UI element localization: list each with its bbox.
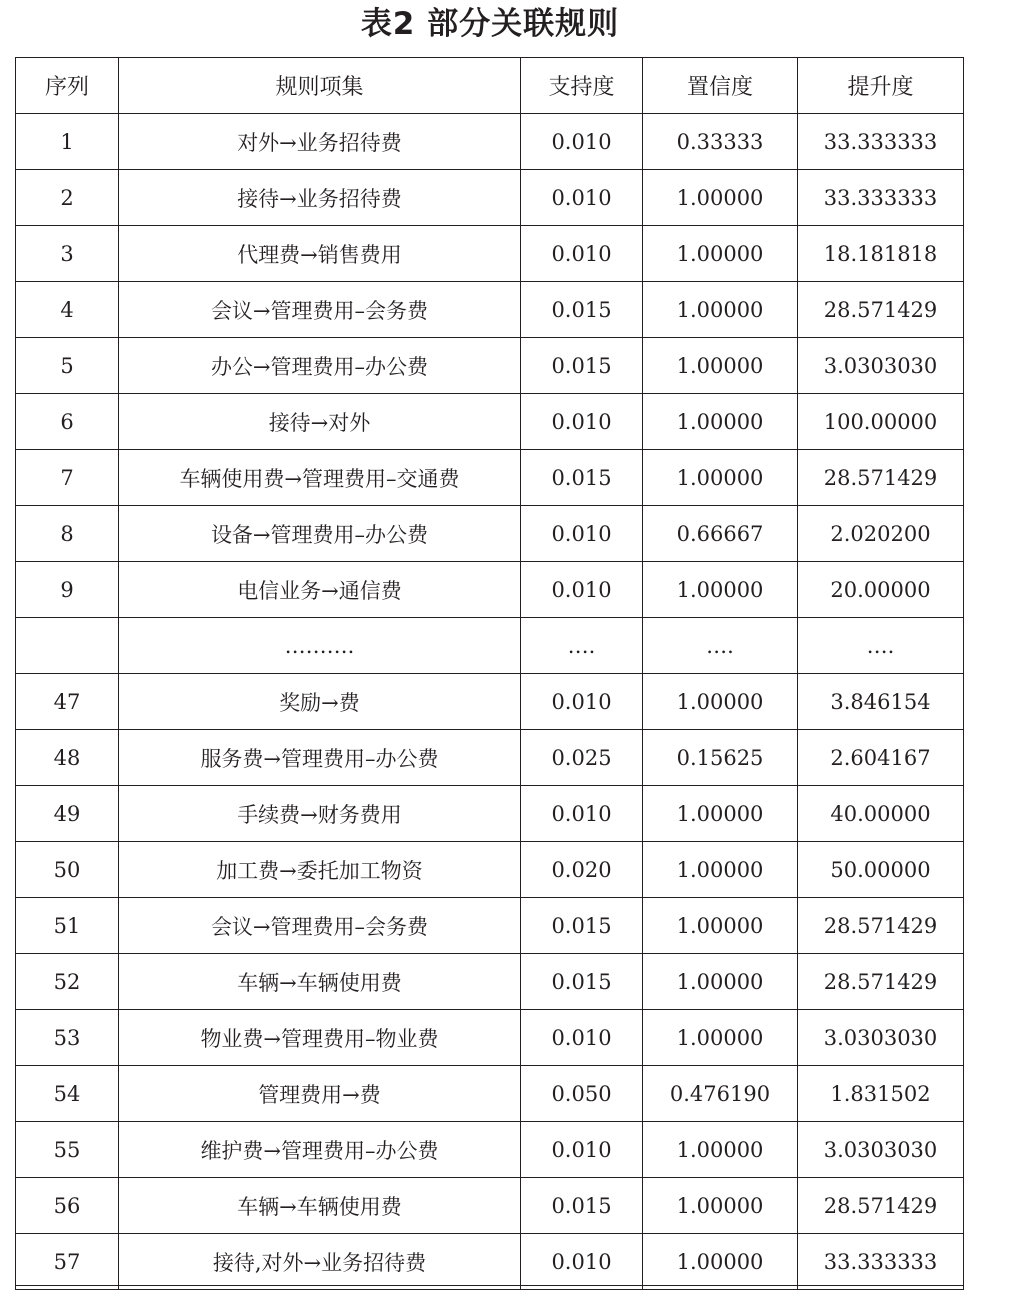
index-cell: 54 [16, 1066, 119, 1122]
table-row [16, 114, 964, 170]
lift-cell: 33.333333 [798, 170, 964, 226]
support-cell: …. [521, 618, 643, 674]
support-cell: 0.010 [521, 226, 643, 282]
index-cell: 50 [16, 842, 119, 898]
confidence-cell: 1.00000 [643, 954, 798, 1010]
index-cell: 3 [16, 226, 119, 282]
support-cell: 0.015 [521, 1178, 643, 1234]
confidence-cell: 0.33333 [643, 114, 798, 170]
index-cell: 51 [16, 898, 119, 954]
lift-cell: 1.831502 [798, 1066, 964, 1122]
lift-cell: 100.00000 [798, 394, 964, 450]
lift-cell: 33.333333 [798, 114, 964, 170]
rule-itemset-cell: 接待→业务招待费 [119, 170, 521, 226]
rule-itemset-cell: 设备→管理费用–办公费 [119, 506, 521, 562]
lift-cell: 50.00000 [798, 842, 964, 898]
association-rules-table-container [15, 57, 964, 1290]
support-cell: 0.010 [521, 506, 643, 562]
bottom-divider [15, 1285, 963, 1286]
rule-itemset-cell: 车辆→车辆使用费 [119, 954, 521, 1010]
table-row [16, 730, 964, 786]
index-cell: 2 [16, 170, 119, 226]
lift-cell: 28.571429 [798, 450, 964, 506]
lift-cell: 18.181818 [798, 226, 964, 282]
table-row [16, 954, 964, 1010]
table-row [16, 1234, 964, 1290]
index-cell: 9 [16, 562, 119, 618]
lift-cell: 3.0303030 [798, 1010, 964, 1066]
index-cell: 56 [16, 1178, 119, 1234]
support-cell: 0.010 [521, 786, 643, 842]
rule-itemset-cell: 会议→管理费用–会务费 [119, 282, 521, 338]
lift-cell: 28.571429 [798, 282, 964, 338]
confidence-cell: 1.00000 [643, 786, 798, 842]
table-row [16, 394, 964, 450]
rule-itemset-cell: 电信业务→通信费 [119, 562, 521, 618]
lift-cell: 28.571429 [798, 898, 964, 954]
support-cell: 0.010 [521, 1010, 643, 1066]
header-row [16, 58, 964, 114]
rule-itemset-cell: ………. [119, 618, 521, 674]
index-cell: 55 [16, 1122, 119, 1178]
header-lift: 提升度 [798, 58, 964, 114]
lift-cell: 33.333333 [798, 1234, 964, 1290]
index-cell: 8 [16, 506, 119, 562]
table-row [16, 674, 964, 730]
support-cell: 0.020 [521, 842, 643, 898]
table-body [16, 114, 964, 1290]
index-cell: 49 [16, 786, 119, 842]
support-cell: 0.010 [521, 394, 643, 450]
lift-cell: 3.846154 [798, 674, 964, 730]
table-title: 表2 部分关联规则 [360, 6, 620, 42]
index-cell: 53 [16, 1010, 119, 1066]
rule-itemset-cell: 接待,对外→业务招待费 [119, 1234, 521, 1290]
confidence-cell: 1.00000 [643, 226, 798, 282]
table-row [16, 618, 964, 674]
index-cell: 52 [16, 954, 119, 1010]
confidence-cell: 1.00000 [643, 674, 798, 730]
table-row [16, 338, 964, 394]
table-row [16, 450, 964, 506]
table-row [16, 226, 964, 282]
support-cell: 0.015 [521, 898, 643, 954]
confidence-cell: 1.00000 [643, 1178, 798, 1234]
support-cell: 0.015 [521, 450, 643, 506]
header-rule-itemset: 规则项集 [119, 58, 521, 114]
rule-itemset-cell: 奖励→费 [119, 674, 521, 730]
confidence-cell: 1.00000 [643, 282, 798, 338]
support-cell: 0.050 [521, 1066, 643, 1122]
lift-cell: 40.00000 [798, 786, 964, 842]
index-cell [16, 618, 119, 674]
index-cell: 5 [16, 338, 119, 394]
support-cell: 0.010 [521, 562, 643, 618]
support-cell: 0.015 [521, 282, 643, 338]
lift-cell: …. [798, 618, 964, 674]
header-support: 支持度 [521, 58, 643, 114]
confidence-cell: 1.00000 [643, 1010, 798, 1066]
table-row [16, 1178, 964, 1234]
support-cell: 0.025 [521, 730, 643, 786]
header-index: 序列 [16, 58, 119, 114]
confidence-cell: 1.00000 [643, 1234, 798, 1290]
rule-itemset-cell: 加工费→委托加工物资 [119, 842, 521, 898]
rule-itemset-cell: 维护费→管理费用–办公费 [119, 1122, 521, 1178]
lift-cell: 2.604167 [798, 730, 964, 786]
rule-itemset-cell: 代理费→销售费用 [119, 226, 521, 282]
support-cell: 0.010 [521, 1122, 643, 1178]
support-cell: 0.010 [521, 170, 643, 226]
confidence-cell: 1.00000 [643, 1122, 798, 1178]
rule-itemset-cell: 管理费用→费 [119, 1066, 521, 1122]
lift-cell: 2.020200 [798, 506, 964, 562]
table-row [16, 1010, 964, 1066]
confidence-cell: 0.476190 [643, 1066, 798, 1122]
table-row [16, 842, 964, 898]
table-row [16, 562, 964, 618]
confidence-cell: 1.00000 [643, 170, 798, 226]
index-cell: 1 [16, 114, 119, 170]
index-cell: 57 [16, 1234, 119, 1290]
confidence-cell: 1.00000 [643, 898, 798, 954]
confidence-cell: 1.00000 [643, 842, 798, 898]
support-cell: 0.010 [521, 114, 643, 170]
confidence-cell: 0.66667 [643, 506, 798, 562]
confidence-cell: 1.00000 [643, 450, 798, 506]
table-row [16, 506, 964, 562]
table-row [16, 282, 964, 338]
confidence-cell: …. [643, 618, 798, 674]
support-cell: 0.015 [521, 338, 643, 394]
confidence-cell: 1.00000 [643, 562, 798, 618]
rule-itemset-cell: 车辆→车辆使用费 [119, 1178, 521, 1234]
table-row [16, 786, 964, 842]
confidence-cell: 0.15625 [643, 730, 798, 786]
support-cell: 0.010 [521, 1234, 643, 1290]
lift-cell: 20.00000 [798, 562, 964, 618]
index-cell: 4 [16, 282, 119, 338]
table-row [16, 1066, 964, 1122]
rule-itemset-cell: 车辆使用费→管理费用–交通费 [119, 450, 521, 506]
index-cell: 7 [16, 450, 119, 506]
table-row [16, 898, 964, 954]
rule-itemset-cell: 会议→管理费用–会务费 [119, 898, 521, 954]
table-row [16, 170, 964, 226]
index-cell: 48 [16, 730, 119, 786]
rule-itemset-cell: 对外→业务招待费 [119, 114, 521, 170]
rule-itemset-cell: 办公→管理费用–办公费 [119, 338, 521, 394]
header-confidence: 置信度 [643, 58, 798, 114]
lift-cell: 3.0303030 [798, 1122, 964, 1178]
confidence-cell: 1.00000 [643, 338, 798, 394]
lift-cell: 28.571429 [798, 954, 964, 1010]
rule-itemset-cell: 物业费→管理费用–物业费 [119, 1010, 521, 1066]
index-cell: 6 [16, 394, 119, 450]
rule-itemset-cell: 手续费→财务费用 [119, 786, 521, 842]
confidence-cell: 1.00000 [643, 394, 798, 450]
association-rules-table [15, 57, 964, 1290]
support-cell: 0.010 [521, 674, 643, 730]
table-row [16, 1122, 964, 1178]
lift-cell: 3.0303030 [798, 338, 964, 394]
index-cell: 47 [16, 674, 119, 730]
rule-itemset-cell: 服务费→管理费用–办公费 [119, 730, 521, 786]
rule-itemset-cell: 接待→对外 [119, 394, 521, 450]
support-cell: 0.015 [521, 954, 643, 1010]
lift-cell: 28.571429 [798, 1178, 964, 1234]
